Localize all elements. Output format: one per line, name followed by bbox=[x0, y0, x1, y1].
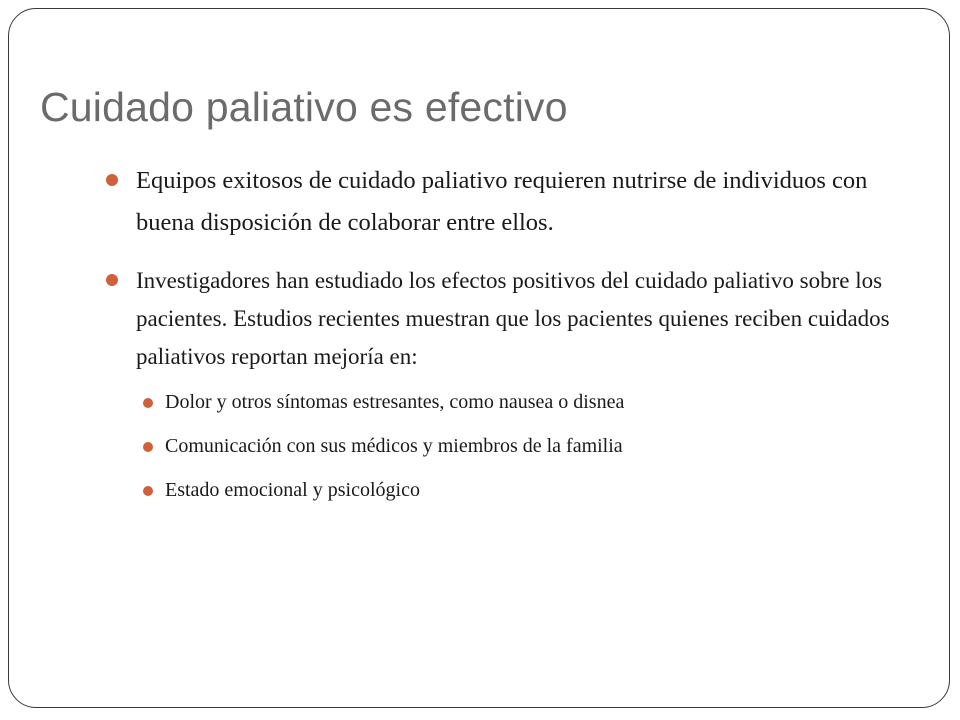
bullet-dot-icon bbox=[106, 174, 118, 186]
sub-bullet-dot-icon bbox=[143, 486, 153, 496]
bullet-text: Investigadores han estudiado los efectos positivos del cuidado paliativo sobre los pacientes. Estudios recientes muestran que los pacientes quienes reciben cuidados paliativos reportan mejoría en: bbox=[136, 268, 890, 369]
slide-title: Cuidado paliativo es efectivo bbox=[40, 84, 568, 130]
bullet-list bbox=[106, 160, 906, 522]
bullet-item bbox=[106, 262, 906, 502]
bullet-text: Equipos exitosos de cuidado paliativo requieren nutrirse de individuos con buena disposición de colaborar entre ellos. bbox=[136, 167, 868, 236]
sub-bullet-list bbox=[136, 390, 906, 502]
sub-bullet-text: Estado emocional y psicológico bbox=[165, 479, 420, 501]
bullet-dot-icon bbox=[106, 274, 118, 286]
bullet-item bbox=[106, 160, 906, 244]
sub-bullet-item bbox=[143, 390, 906, 414]
sub-bullet-text: Dolor y otros síntomas estresantes, como nausea o disnea bbox=[165, 391, 625, 413]
sub-bullet-text: Comunicación con sus médicos y miembros de la familia bbox=[165, 435, 623, 457]
sub-bullet-dot-icon bbox=[143, 442, 153, 452]
sub-bullet-item bbox=[143, 434, 906, 458]
sub-bullet-dot-icon bbox=[143, 398, 153, 408]
sub-bullet-item bbox=[143, 478, 906, 502]
